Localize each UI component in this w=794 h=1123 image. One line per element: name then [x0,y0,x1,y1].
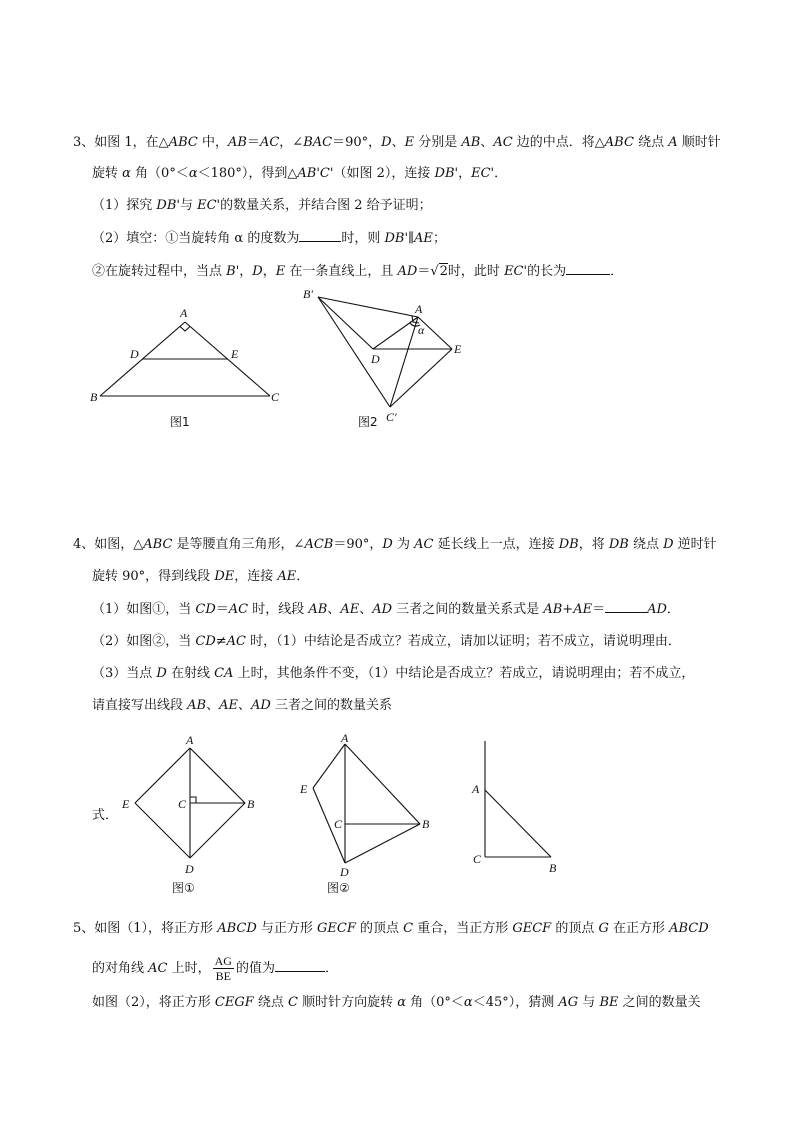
q3-answer-blank-angle[interactable] [299,229,341,242]
q3-answer-blank-length[interactable] [566,262,610,275]
q3-sub-1: （1）探究 DB'与 EC'的数量关系，并结合图 2 给予证明； [92,198,432,213]
q3-sub-3: ②在旋转过程中，当点 B'，D，E 在一条直线上，且 AD＝√2时，此时 EC'的长为 ． [92,264,624,279]
q4f1-label-c: C [178,797,187,811]
fig2-label-a: A [415,302,423,316]
q4f2-label-a: A [341,731,349,745]
q4f2-label-b: B [422,817,430,831]
fraction-ag-over-be: $\frac{AG}{BE}$ [214,954,232,983]
q4-figure-3 [465,735,575,875]
fig2-label-d: D [371,352,380,366]
fig1-label-e: E [231,347,239,361]
q4f1-label-b: B [247,797,255,811]
fig2-segment-ab-prime [318,297,418,317]
q3-line-2: 旋转 α 角（0°＜α＜180°），得到△AB'C'（如图 2），连接 DB'，EC'． [92,166,508,181]
q4f2-label-d: D [340,865,349,879]
fig2-label-alpha: α [418,323,425,337]
q3-line-1: 3、如图 1，在△ABC 中，AB＝AC，∠BAC＝90°，D、E 分别是 AB、AC 边的中点．将△ABC 绕点 A 顺时针 [73,135,721,150]
q3-figure-2 [300,282,480,432]
q3-figure-1 [85,300,285,435]
q4f3-label-c: C [473,852,482,866]
q4f1-side-ae [135,748,190,803]
q4-sub-3: （3）当点 D 在射线 CA 上时，其他条件不变，（1）中结论是否成立？若成立，请说明理由；若不成立， [92,666,695,681]
q4f2-segment-ae [313,744,345,788]
q4-figure-1 [115,730,265,900]
q4f1-label-d: D [185,862,194,876]
fig2-caption: 图2 [358,415,378,429]
q4-sub-2: （2）如图②，当 CD≠AC 时，（1）中结论是否成立？若成立，请加以证明；若不成立，请说明理由． [92,634,681,649]
q5-number: 5、 [73,921,95,936]
fig1-label-c: C [271,390,280,404]
fig1-right-angle-mark [180,327,190,332]
q4-figure-2 [295,728,445,898]
q4f1-side-ed [135,803,190,858]
q4-sub-3-end: 式． [92,808,119,823]
q4f2-segment-bd [345,824,420,863]
q4f1-caption: 图① [172,881,195,895]
q5-line-2: 的对角线 AC 上时， $\frac{AG}{BE}$ 的值为 ． [92,954,338,983]
q4-line-2: 旋转 90°，得到线段 DE，连接 AE． [92,569,310,584]
q4-answer-blank[interactable] [605,600,647,613]
q4f2-label-e: E [300,782,308,796]
q5-line-1: 5、如图（1），将正方形 ABCD 与正方形 GECF 的顶点 C 重合，当正方形 GECF 的顶点 G 在正方形 ABCD [73,921,709,936]
q3-sub-2: （2）填空：①当旋转角 α 的度数为 时，则 DB'∥AE； [92,231,446,246]
q4-number: 4、 [73,537,95,552]
fig2-label-c-prime: C′ [386,410,397,424]
fig1-label-a: A [180,306,188,320]
q4f1-side-ab [190,748,245,803]
q5-answer-blank[interactable] [275,959,325,972]
fig1-label-b: B [90,390,98,404]
q4f3-label-a: A [472,782,480,796]
q4f2-label-c: C [334,817,343,831]
fig2-label-b-prime: B′ [303,287,313,301]
q4-line-1: 4、如图，△ABC 是等腰直角三角形，∠ACB＝90°，D 为 AC 延长线上一点，连接 DB，将 DB 绕点 D 逆时针 [73,537,717,552]
q4f1-right-angle-mark [190,797,196,803]
fig1-label-d: D [130,347,139,361]
q4-sub-3-cont: 请直接写出线段 AB、AE、AD 三者之间的数量关系 [92,698,392,713]
q4f2-segment-ab [345,744,420,824]
sqrt-sign: √ [430,264,439,279]
fig2-segment-ad [373,317,418,349]
fig2-segment-db-prime [318,297,373,349]
q4-sub-1: （1）如图①，当 CD＝AC 时，线段 AB、AE、AD 三者之间的数量关系式是 AB+AE＝ AD． [92,602,680,617]
fig1-caption: 图1 [170,415,190,429]
q4f1-label-a: A [186,733,194,747]
q5-line-3: 如图（2），将正方形 CEGF 绕点 C 顺时针方向旋转 α 角（0°＜α＜45°），猜测 AG 与 BE 之间的数量关 [92,995,701,1010]
fig2-label-e: E [454,342,462,356]
q3-number: 3、 [73,135,95,150]
q4f3-label-b: B [549,861,557,875]
q4f1-side-bd [190,803,245,858]
q4f2-caption: 图② [327,881,350,895]
q4f3-segment-ab [485,790,551,857]
q4f1-label-e: E [122,797,130,811]
